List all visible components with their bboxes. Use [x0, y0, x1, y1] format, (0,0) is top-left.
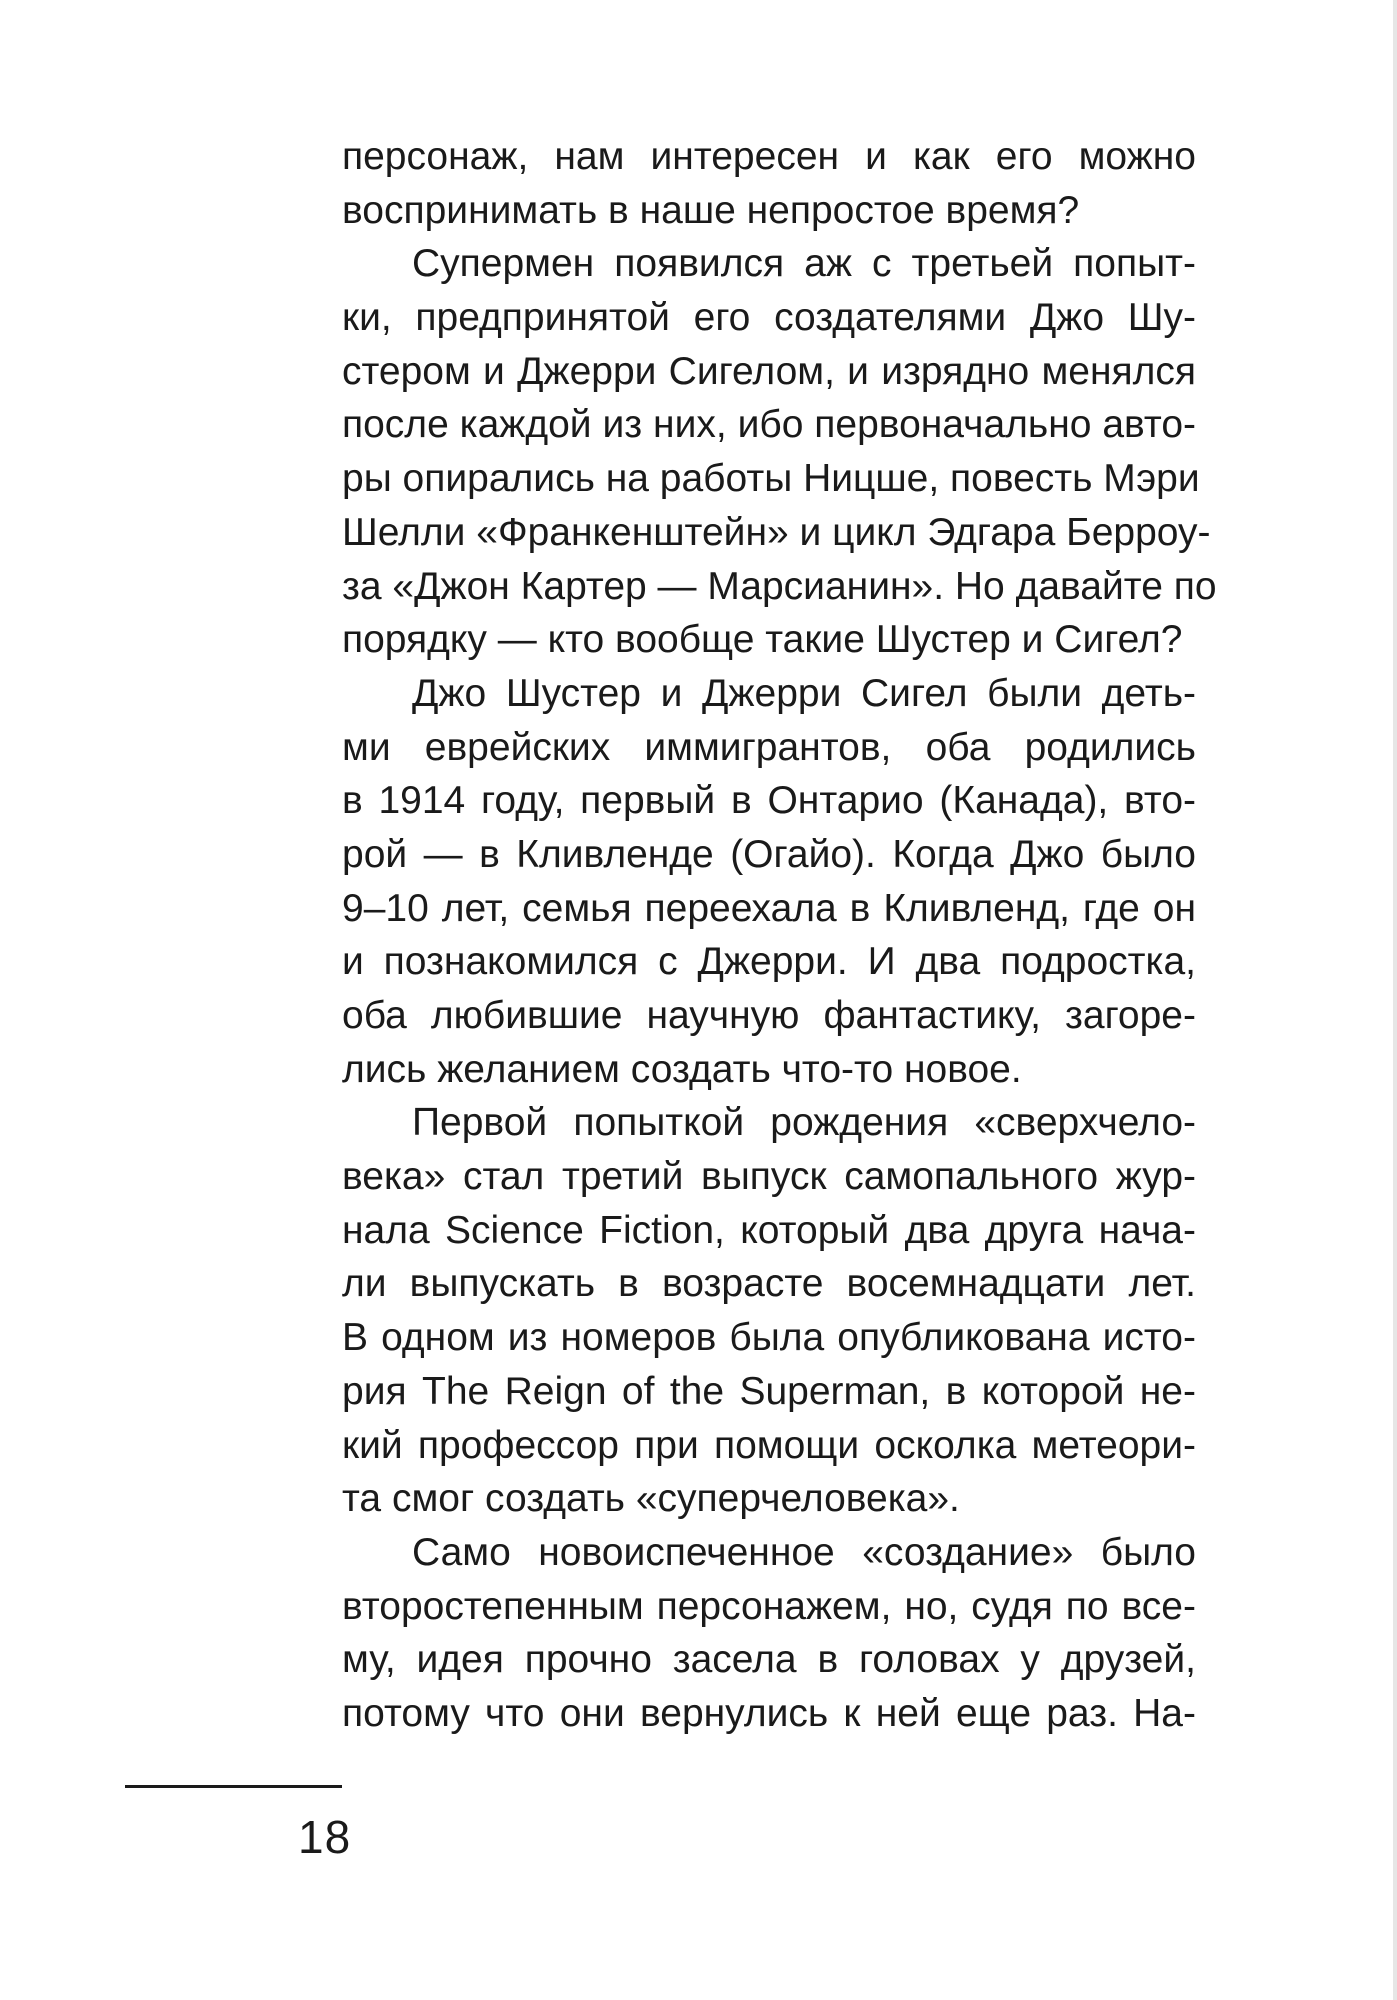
text-line: му, идея прочно засела в головах у друзей,	[342, 1638, 1196, 1682]
text-line: после каждой из них, ибо первоначально авто-	[342, 403, 1196, 447]
text-line: та смог создать «суперчеловека».	[342, 1477, 960, 1521]
body-text	[342, 130, 1217, 1741]
text-line: стером и Джерри Сигелом, и изрядно менялся	[342, 349, 1196, 393]
text-line: лись желанием создать что-то новое.	[342, 1047, 1022, 1091]
text-line: 9–10 лет, семья переехала в Кливленд, где он	[342, 886, 1196, 930]
text-line: нала Science Fiction, который два друга нача-	[342, 1208, 1196, 1252]
text-line: Первой попыткой рождения «сверхчело-	[412, 1101, 1196, 1145]
text-line: потому что они вернулись к ней еще раз. На-	[342, 1691, 1196, 1735]
text-line: Джо Шустер и Джерри Сигел были деть-	[412, 671, 1196, 715]
text-line: рия The Reign of the Superman, в которой не-	[342, 1369, 1196, 1413]
text-line: воспринимать в наше непростое время?	[342, 188, 1080, 232]
text-line: Само новоиспеченное «создание» было	[412, 1530, 1196, 1574]
text-line: в 1914 году, первый в Онтарио (Канада), вто-	[342, 779, 1196, 823]
text-line: ли выпускать в возрасте восемнадцати лет.	[342, 1262, 1196, 1306]
text-line: оба любившие научную фантастику, загоре-	[342, 994, 1196, 1037]
text-line: рой — в Кливленде (Огайо). Когда Джо было	[342, 832, 1196, 876]
text-line: Супермен появился аж с третьей попыт-	[412, 242, 1196, 286]
text-line: Шелли «Франкенштейн» и цикл Эдгара Берроу-	[342, 510, 1211, 554]
text-line: ки, предпринятой его создателями Джо Шу-	[342, 296, 1196, 340]
text-line: века» стал третий выпуск самопального жур-	[342, 1155, 1196, 1199]
page-edge	[1393, 0, 1397, 2000]
text-line: за «Джон Картер — Марсианин». Но давайте по	[342, 564, 1217, 608]
text-line: ры опирались на работы Ницше, повесть Мэри	[342, 457, 1200, 501]
text-line: порядку — кто вообще такие Шустер и Сигел?	[342, 618, 1183, 662]
text-line: и познакомился с Джерри. И два подростка,	[342, 940, 1196, 984]
page-number: 18	[298, 1811, 352, 1863]
footer-rule	[125, 1785, 342, 1788]
text-line: ми еврейских иммигрантов, оба родились	[342, 725, 1196, 769]
text-line: персонаж, нам интересен и как его можно	[342, 135, 1196, 178]
text-line: В одном из номеров была опубликована исто-	[342, 1316, 1196, 1360]
text-line: кий профессор при помощи осколка метеори-	[342, 1423, 1196, 1467]
text-line: второстепенным персонажем, но, судя по все-	[342, 1584, 1196, 1628]
